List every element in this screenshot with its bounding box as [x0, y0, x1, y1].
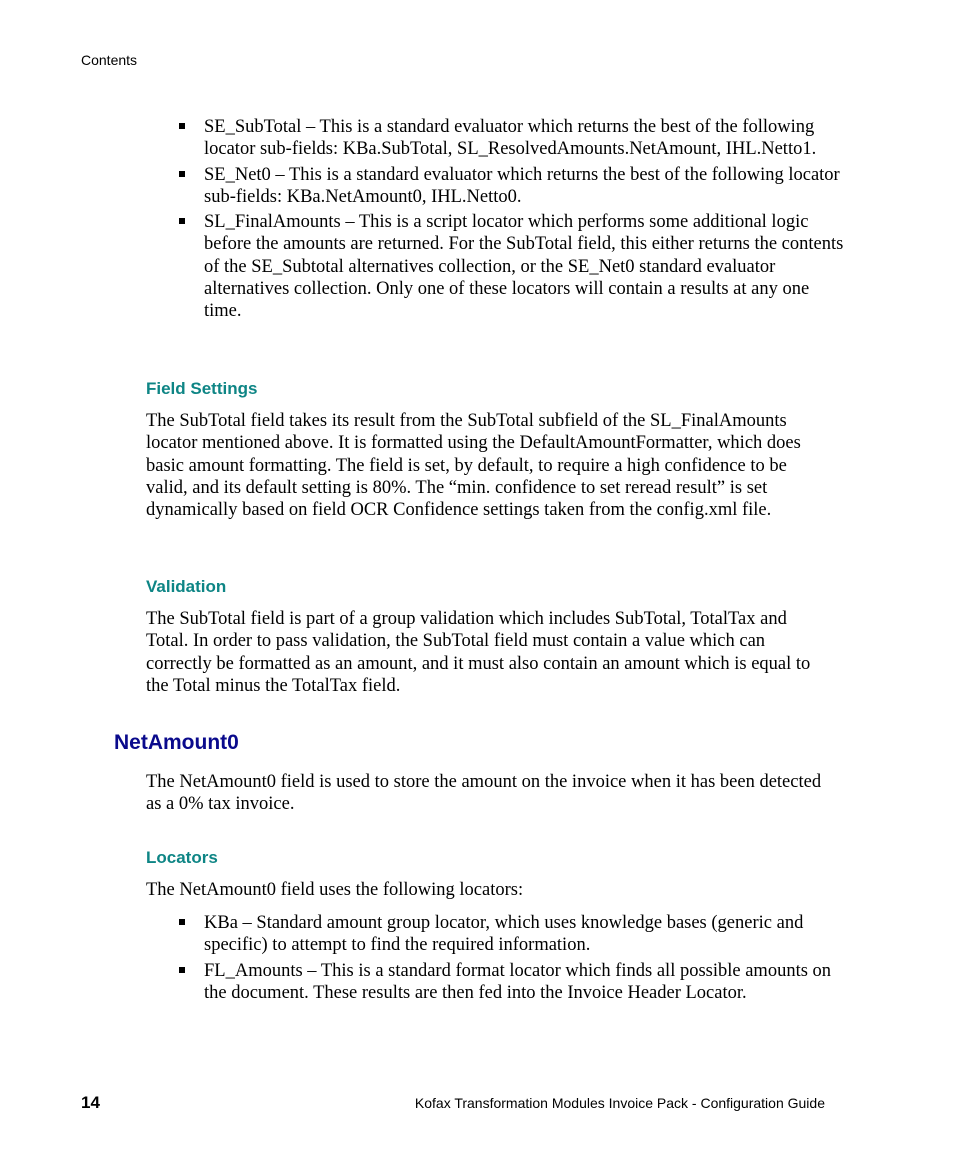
- field-settings-body: The SubTotal field takes its result from the SubTotal subfield of the SL_FinalAmounts locator mentioned above. It is formatted using the DefaultAmountFormatter, which does basic amount formatting. The field is set, by default, to require a high confidence to be valid, and its default setting is 80%. The “min. confidence to set reread result” is set dynamically based on field OCR Confidence settings taken from the config.xml file.: [146, 411, 801, 521]
- list-item: [204, 960, 844, 1005]
- locators-heading: Locators: [146, 848, 218, 867]
- list-item-text: SL_FinalAmounts – This is a script locator which performs some additional logic before the amounts are returned. For the SubTotal field, this either returns the contents of the SE_Subtotal alternatives collection, or the SE_Net0 standard evaluator alternatives collection. Only one of these locators will contain a results at any one time.: [204, 212, 844, 322]
- bullet-icon: [179, 919, 185, 925]
- bullet-icon: [179, 967, 185, 973]
- bullet-icon: [179, 171, 185, 177]
- netamount0-heading: NetAmount0: [114, 731, 239, 754]
- list-item: [204, 912, 844, 957]
- list-item: [204, 211, 844, 322]
- evaluator-list: [204, 116, 844, 326]
- list-item-text: FL_Amounts – This is a standard format locator which finds all possible amounts on the document. These results are then fed into the Invoice Header Locator.: [204, 960, 832, 1003]
- list-item-text: SE_Net0 – This is a standard evaluator which returns the best of the following locator sub-fields: KBa.NetAmount0, IHL.Netto0.: [204, 164, 840, 207]
- list-item-text: SE_SubTotal – This is a standard evaluator which returns the best of the following locator sub-fields: KBa.SubTotal, SL_ResolvedAmounts.NetAmount, IHL.Netto1.: [204, 117, 817, 160]
- list-item: [204, 116, 844, 161]
- bullet-icon: [179, 123, 185, 129]
- footer-doc-title: Kofax Transformation Modules Invoice Pack - Configuration Guide: [414, 1095, 825, 1111]
- list-item: [204, 164, 844, 209]
- page-number: 14: [81, 1093, 100, 1112]
- list-item-text: KBa – Standard amount group locator, which uses knowledge bases (generic and specific) to attempt to find the required information.: [204, 913, 804, 956]
- locators-intro: The NetAmount0 field uses the following locators:: [146, 880, 524, 900]
- validation-body: The SubTotal field is part of a group validation which includes SubTotal, TotalTax and Total. In order to pass validation, the SubTotal field must contain a value which can correctly be formatted as an amount, and it must also contain an amount which is equal to the Total minus the TotalTax field.: [146, 609, 811, 696]
- validation-heading: Validation: [146, 577, 227, 596]
- bullet-icon: [179, 218, 185, 224]
- netamount0-body: The NetAmount0 field is used to store the amount on the invoice when it has been detected as a 0% tax invoice.: [146, 772, 822, 815]
- field-settings-heading: Field Settings: [146, 379, 258, 398]
- locator-list: [204, 912, 844, 1007]
- running-header: Contents: [81, 52, 138, 68]
